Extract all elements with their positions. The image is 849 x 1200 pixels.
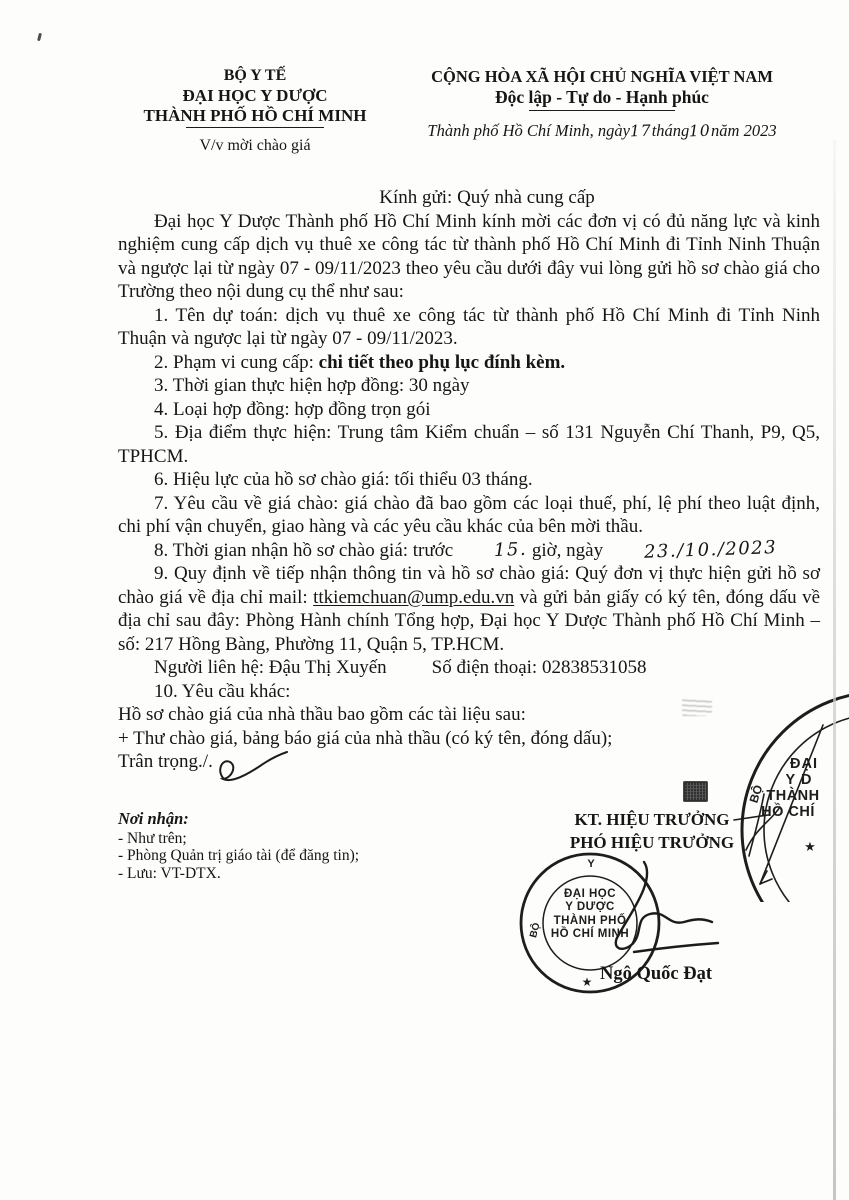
recipient-line: - Lưu: VT-DTX. <box>118 864 221 882</box>
handwritten-month: 10 <box>688 121 712 141</box>
item-10: 10. Yêu cầu khác: <box>154 680 291 702</box>
scan-edge-line <box>833 140 836 1200</box>
signer-name: Ngô Quốc Đạt <box>599 964 713 984</box>
item-3: 3. Thời gian thực hiện hợp đồng: 30 ngày <box>154 375 470 396</box>
item-9-suffix: và gửi bản giấy có ký tên, đóng dấu về địa chỉ sau đây: Phòng Hành chính Tổng hợp, Đại học Y Dược Thành phố Hồ Chí Minh – số: 217 Hồng Bàng, Phường 11, Quận 5, TP.HCM. <box>118 586 821 655</box>
closing-line: Trân trọng./. <box>118 751 213 772</box>
item-4: 4. Loại hợp đồng: hợp đồng trọn gói <box>154 398 431 420</box>
stamp-text: ĐẠI HỌC <box>563 888 617 900</box>
item-2-bold: chi tiết theo phụ lục đính kèm <box>318 351 561 373</box>
recipient-line: - Như trên; <box>118 829 187 847</box>
stamp-text: ĐẠI <box>790 756 818 772</box>
stamp-text: THÀNH <box>766 788 820 804</box>
motto-underline <box>529 110 675 111</box>
handwritten-deadline-date: 23./10./2023 <box>643 536 778 563</box>
stamp-text: HỒ CHÍ MINH <box>550 928 630 940</box>
place-date-prefix: Thành phố Hồ Chí Minh, ngày <box>427 121 630 141</box>
stamp-text: HỒ CHÍ <box>761 804 815 820</box>
item-8 <box>118 536 820 563</box>
item-2-label: 2. Phạm vi cung cấp: <box>154 351 319 373</box>
stamp-ring-text: BỘ <box>746 783 766 805</box>
intro-paragraph: Đại học Y Dược Thành phố Hồ Chí Minh kính mời các đơn vị có đủ năng lực và kinh nghiệm cung cấp dịch vụ thuê xe công tác từ thành phố Hồ Chí Minh đi Tỉnh Ninh Thuận và ngược lại từ ngày 07 - 09/11/2023 theo yêu cầu dưới đây vui lòng gửi hồ sơ chào giá cho Trường theo nội dung cụ thể như sau: <box>118 210 820 302</box>
salutation: Kính gửi: Quý nhà cung cấp <box>379 187 595 208</box>
stamp-text: THÀNH PHỐ <box>553 915 627 927</box>
item-5: 5. Địa điểm thực hiện: Trung tâm Kiểm chuẩn – số 131 Nguyễn Chí Thanh, P9, Q5, TPHCM. <box>118 422 820 467</box>
closing-initial-signature <box>212 748 292 790</box>
recipient-line: - Phòng Quản trị giáo tài (để đăng tin); <box>118 847 360 865</box>
stamp-star-icon: ★ <box>804 839 816 854</box>
item-2 <box>118 351 820 375</box>
contact-person: Người liên hệ: Đậu Thị Xuyến <box>154 657 387 678</box>
ministry-name: BỘ Y TẾ <box>223 67 287 84</box>
handwritten-day: 17 <box>629 121 653 141</box>
item-9 <box>118 562 820 656</box>
org-name-line1: ĐẠI HỌC Y DƯỢC <box>182 85 328 105</box>
doc-requirement-1: + Thư chào giá, bảng báo giá của nhà thầu (có ký tên, đóng dấu); <box>118 727 613 749</box>
scan-speck <box>37 33 42 41</box>
national-motto-line2: Độc lập - Tự do - Hạnh phúc <box>495 87 709 108</box>
recipients-title: Nơi nhận: <box>118 809 189 828</box>
email-address: ttkiemchuan@ump.edu.vn <box>313 586 515 608</box>
header-underline <box>186 127 324 128</box>
item-6: 6. Hiệu lực của hồ sơ chào giá: tối thiểu 03 tháng. <box>154 469 533 490</box>
director-signature <box>572 852 732 972</box>
year-text: năm 2023 <box>711 121 777 141</box>
contact-line <box>118 656 820 680</box>
letter-body <box>118 186 820 774</box>
org-name-line2: THÀNH PHỐ HỒ CHÍ MINH <box>143 105 367 125</box>
item-9-prefix: 9. Quy định về tiếp nhận thông tin và hồ sơ chào giá: Quý đơn vị thực hiện gửi hồ sơ chào giá về địa chỉ mail: <box>118 563 820 608</box>
stamp-ring-text: Y <box>587 858 595 870</box>
stamp-star-icon: ★ <box>581 975 593 989</box>
issuer-header <box>118 68 392 155</box>
sign-title-1: KT. HIỆU TRƯỞNG <box>574 810 730 829</box>
recipients-block <box>118 810 359 882</box>
sign-title-2: PHÓ HIỆU TRƯỞNG <box>569 833 735 852</box>
scan-smudge-light <box>682 698 712 716</box>
month-word: tháng <box>651 121 690 141</box>
item-8-mid: giờ, ngày <box>527 539 608 561</box>
item-8-prefix: 8. Thời gian nhận hồ sơ chào giá: trước <box>154 539 458 561</box>
stamp-text: Y D <box>785 772 813 788</box>
item-1: 1. Tên dự toán: dịch vụ thuê xe công tác từ thành phố Hồ Chí Minh đi Tỉnh Ninh Thuận và ngược lại từ ngày 07 - 09/11/2023. <box>118 304 820 349</box>
stamp-ring-text: BỘ <box>528 921 543 940</box>
place-date-line <box>420 122 784 140</box>
handwritten-deadline-time: 15. <box>493 538 528 561</box>
item-7: 7. Yêu cầu về giá chào: giá chào đã bao gồm các loại thuế, phí, lệ phí theo luật định, chi phí vận chuyển, giao hàng và các yêu cầu khác của bên mời thầu. <box>118 492 820 537</box>
letter-subject: V/v mời chào giá <box>199 137 311 155</box>
docs-intro: Hồ sơ chào giá của nhà thầu bao gồm các tài liệu sau: <box>118 704 526 725</box>
national-header <box>420 68 784 141</box>
scan-smudge-dark <box>683 781 708 802</box>
stamp-text: Y DƯỢC <box>565 901 615 913</box>
contact-phone: Số điện thoại: 02838531058 <box>431 657 647 678</box>
item-2-end: . <box>560 351 566 373</box>
national-motto-line1: CỘNG HÒA XÃ HỘI CHỦ NGHĨA VIỆT NAM <box>431 67 773 86</box>
